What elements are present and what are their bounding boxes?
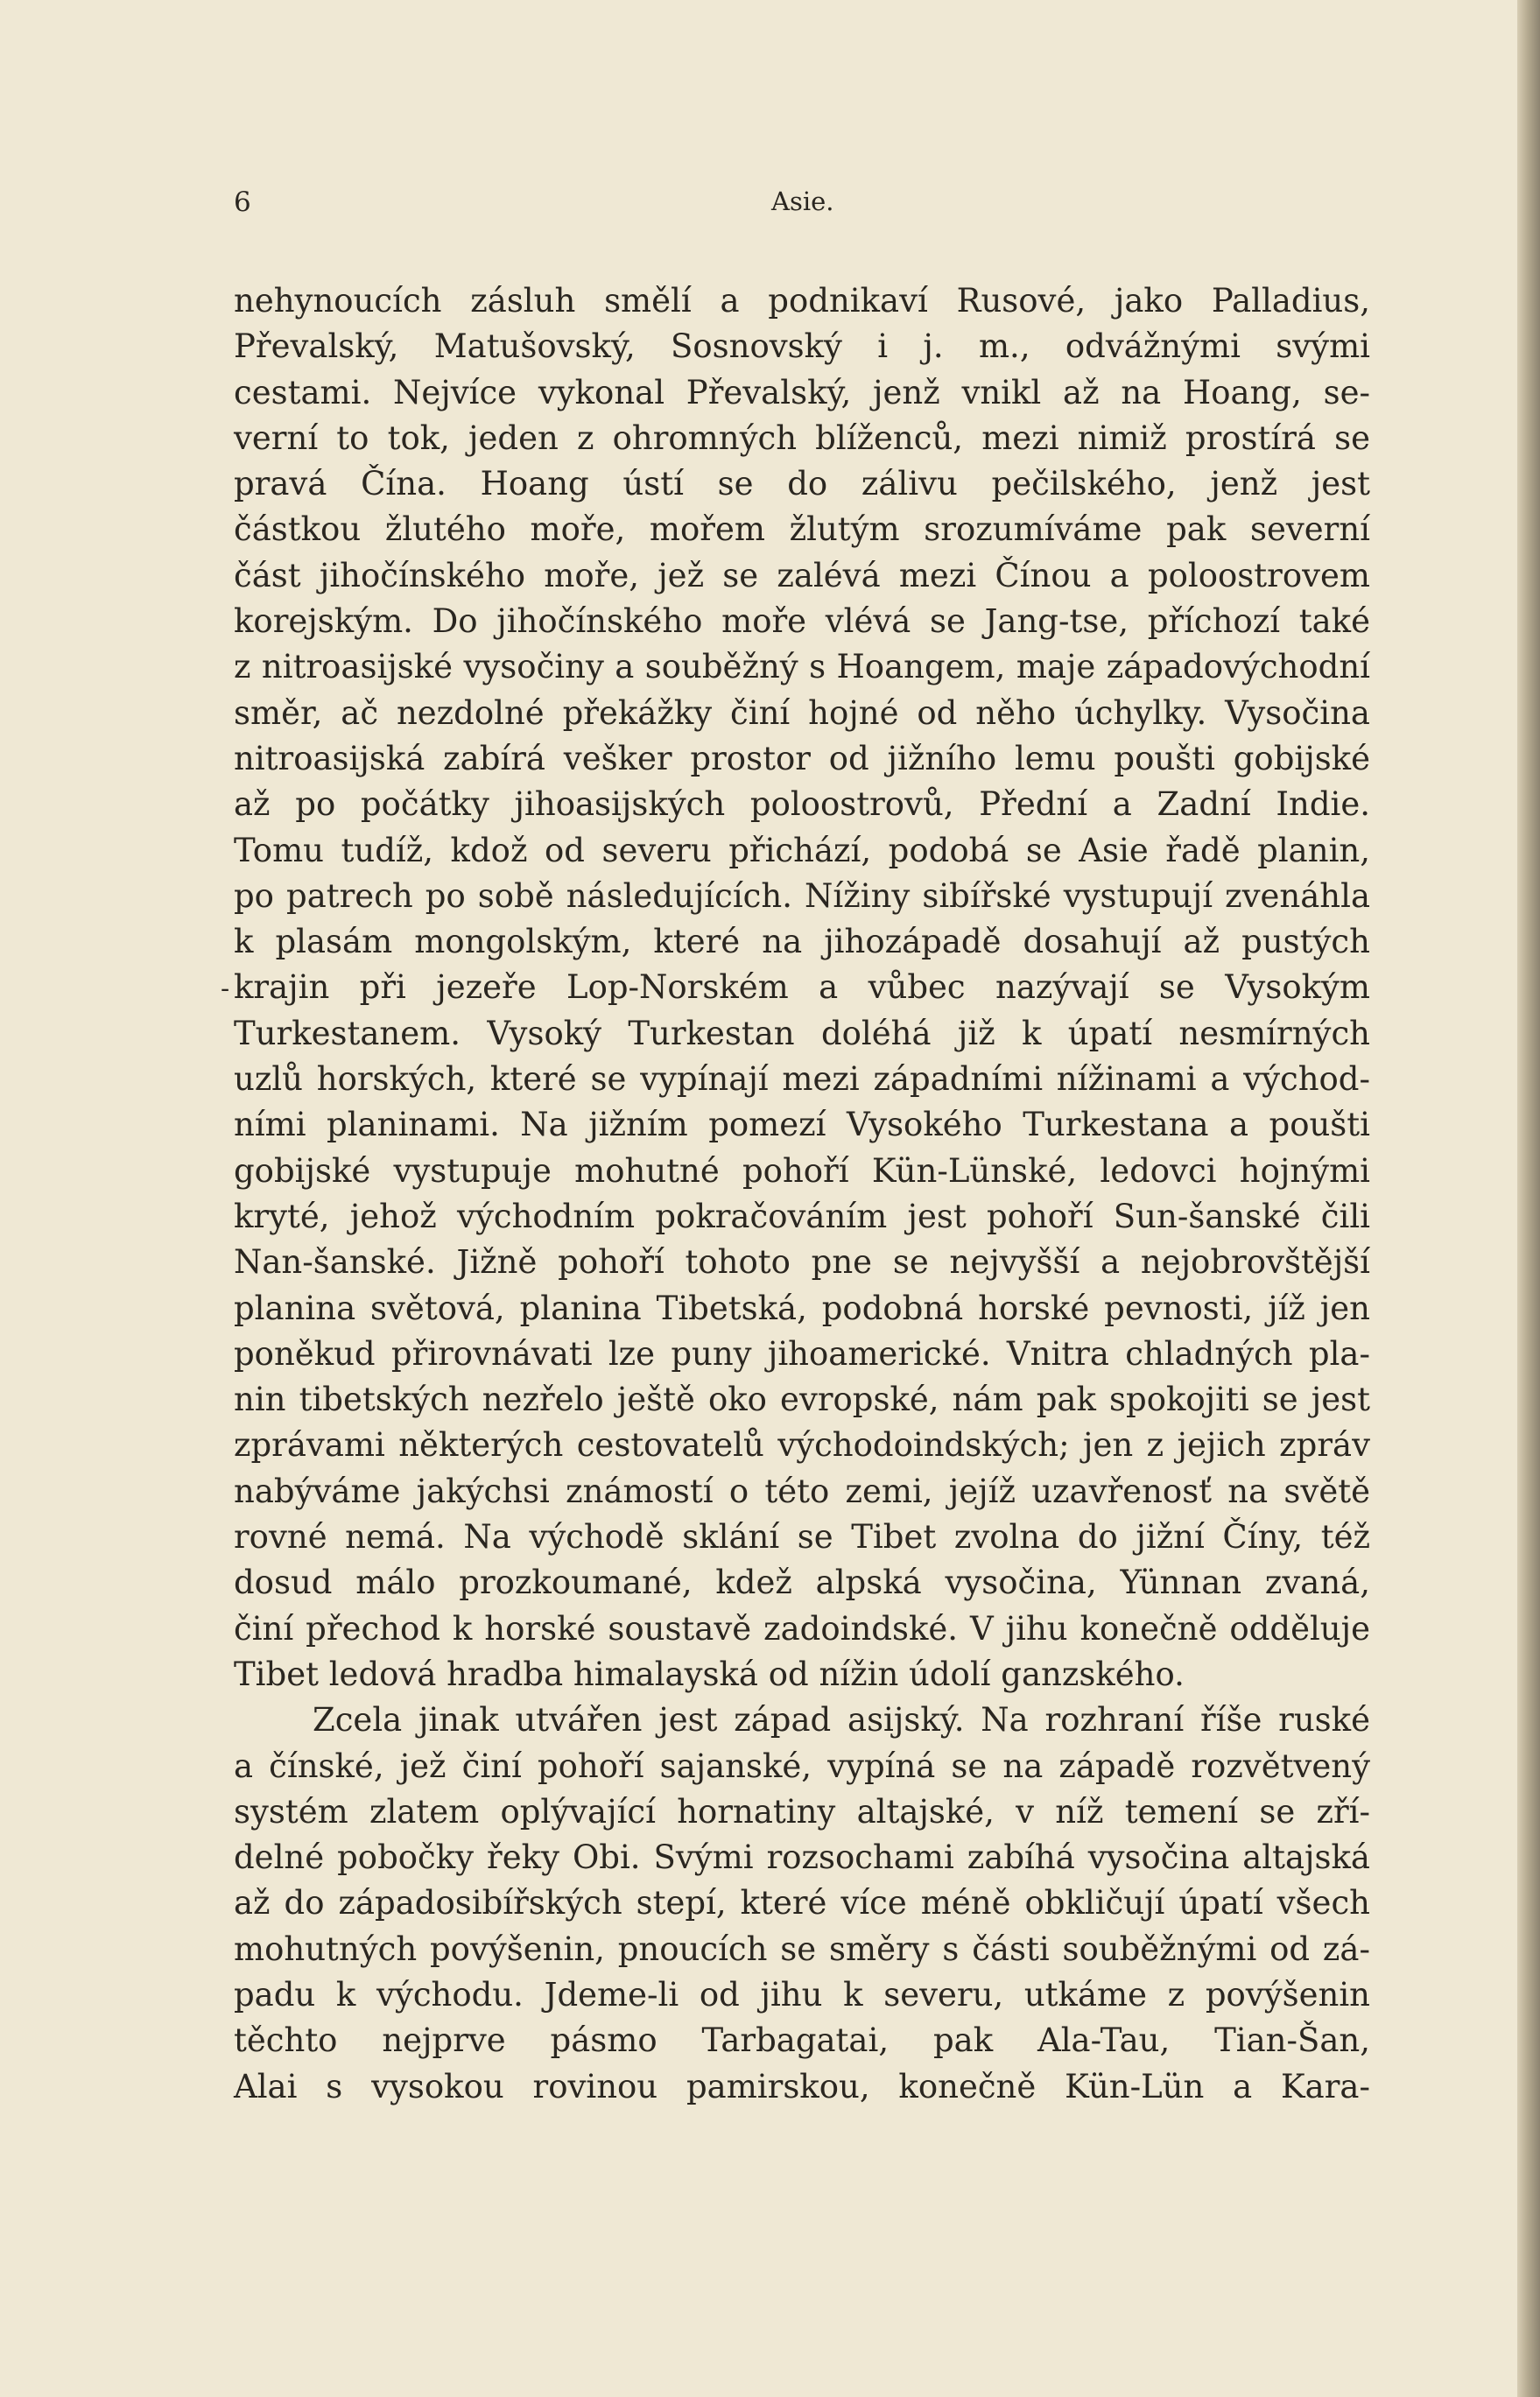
text-line: ními planinami. Na jižním pomezí Vysokého Turkestana a poušti (234, 1106, 1370, 1144)
text-line: Turkestanem. Vysoký Turkestan doléhá již k úpatí nesmírných (234, 1014, 1370, 1052)
text-line: verní to tok, jeden z ohromných blíženců, mezi nimiž prostírá se (234, 418, 1370, 457)
text-line: zprávami některých cestovatelů východoindských; jen z jejich zpráv (234, 1426, 1370, 1465)
text-line: Tomu tudíž, kdož od severu přichází, podobá se Asie řadě planin, (234, 831, 1370, 869)
text-line: nin tibetských nezřelo ještě oko evropské, nám pak spokojiti se jest (234, 1381, 1370, 1419)
text-line: nitroasijská zabírá vešker prostor od jižního lemu poušti gobijské (234, 739, 1370, 777)
text-line: dosud málo prozkoumané, kdež alpská vysočina, Yünnan zvaná, (234, 1564, 1370, 1602)
text-line: delné pobočky řeky Obi. Svými rozsochami zabíhá vysočina altajská (234, 1838, 1370, 1877)
page-edge-shadow (1517, 0, 1540, 2397)
text-line: a čínské, jež činí pohoří sajanské, vypíná se na západě rozvětvený (234, 1747, 1370, 1785)
text-line: planina světová, planina Tibetská, podobná horské pevnosti, jíž jen (234, 1289, 1370, 1327)
text-line: až do západosibířských stepí, které více méně obkličují úpatí všech (234, 1884, 1370, 1923)
text-line: část jihočínského moře, jež se zalévá mezi Čínou a poloostrovem (234, 556, 1370, 594)
text-line: padu k východu. Jdeme-li od jihu k severu, utkáme z povýšenin (234, 1975, 1370, 2014)
text-line: činí přechod k horské soustavě zadoindské. V jihu konečně odděluje (234, 1609, 1370, 1648)
text-line: z nitroasijské vysočiny a souběžný s Hoangem, maje západovýchodní (234, 648, 1370, 686)
text-line: uzlů horských, které se vypínají mezi západními nížinami a východ- (234, 1060, 1370, 1099)
running-head: Asie. (771, 186, 834, 216)
text-line: systém zlatem oplývající hornatiny altajské, v níž temení se zří- (234, 1792, 1370, 1831)
text-line: směr, ač nezdolné překážky činí hojné od něho úchylky. Vysočina (234, 693, 1370, 732)
text-line: krajin při jezeře Lop-Norském a vůbec nazývají se Vysokým (234, 968, 1370, 1007)
page-header (234, 186, 1372, 221)
text-line: poněkud přirovnávati lze puny jihoamerické. Vnitra chladných pla- (234, 1334, 1370, 1373)
text-line: Převalský, Matušovský, Sosnovský i j. m., odvážnými svými (234, 327, 1370, 366)
text-line: nehynoucích zásluh smělí a podnikaví Rusové, jako Palladius, (234, 282, 1370, 320)
text-line: až po počátky jihoasijských poloostrovů, Přední a Zadní Indie. (234, 785, 1370, 824)
text-line: kryté, jehož východním pokračováním jest pohoří Sun-šanské čili (234, 1197, 1370, 1235)
text-line-paragraph-end: Tibet ledová hradba himalayská od nížin údolí ganzského. (234, 1655, 1185, 1693)
text-line: gobijské vystupuje mohutné pohoří Kün-Lünské, ledovci hojnými (234, 1151, 1370, 1190)
text-line-paragraph-start: Zcela jinak utvářen jest západ asijský. Na rozhraní říše ruské (313, 1701, 1370, 1740)
text-line: nabýváme jakýchsi známostí o této zemi, jejíž uzavřenosť na světě (234, 1472, 1370, 1510)
text-line: po patrech po sobě následujících. Nížiny sibířské vystupují zvenáhla (234, 876, 1370, 915)
page-number: 6 (234, 186, 251, 218)
text-line: pravá Čína. Hoang ústí se do zálivu pečilského, jenž jest (234, 465, 1370, 503)
text-line: rovné nemá. Na východě sklání se Tibet zvolna do jižní Číny, též (234, 1518, 1370, 1557)
text-line: mohutných povýšenin, pnoucích se směry s části souběžnými od zá- (234, 1930, 1370, 1968)
text-line: těchto nejprve pásmo Tarbagatai, pak Ala-Tau, Tian-Šan, (234, 2021, 1370, 2060)
text-line: částkou žlutého moře, mořem žlutým srozumíváme pak severní (234, 510, 1370, 549)
body-text (234, 278, 1370, 2110)
text-line: korejským. Do jihočínského moře vlévá se Jang-tse, příchozí také (234, 602, 1370, 641)
text-line: cestami. Nejvíce vykonal Převalský, jenž vnikl až na Hoang, se- (234, 373, 1370, 411)
text-line: Alai s vysokou rovinou pamirskou, konečně Kün-Lün a Kara- (234, 2067, 1370, 2105)
text-line: Nan-šanské. Jižně pohoří tohoto pne se nejvyšší a nejobrovštější (234, 1243, 1370, 1282)
text-line: k plasám mongolským, které na jihozápadě dosahují až pustých (234, 923, 1370, 961)
margin-mark: - (221, 974, 230, 1004)
